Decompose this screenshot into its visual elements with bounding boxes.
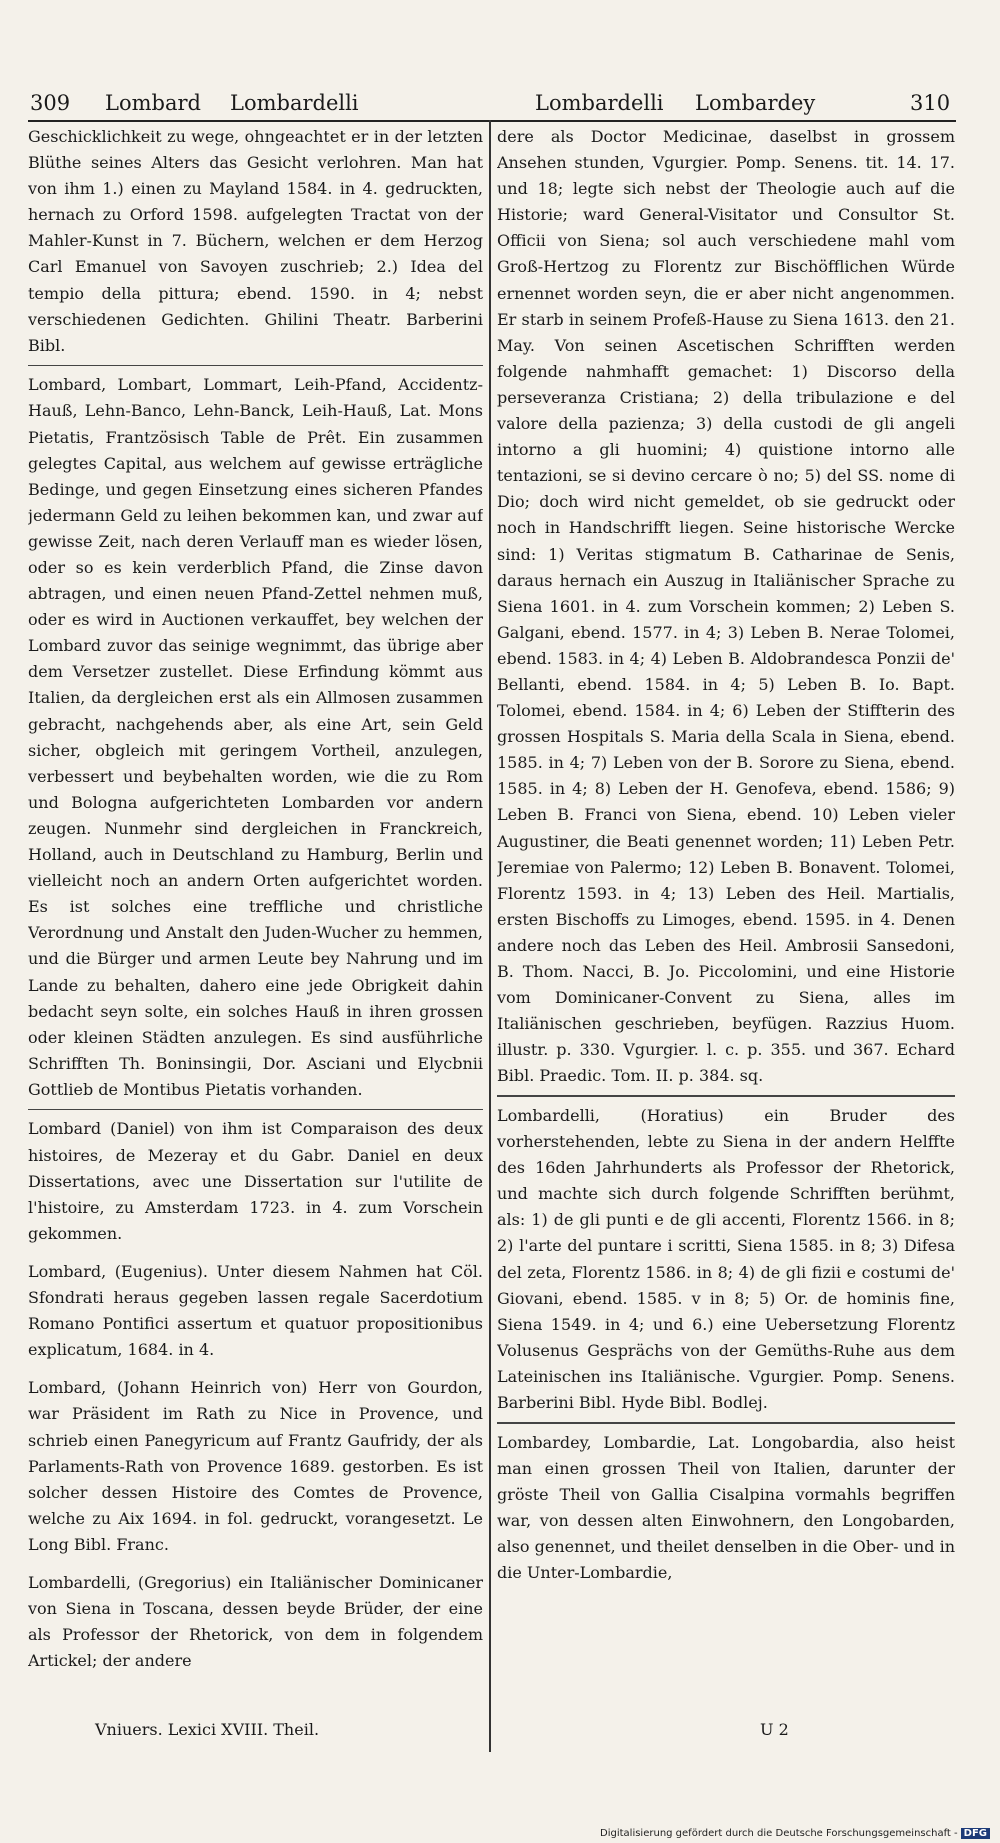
digitization-text: Digitalisierung gefördert durch die Deutsche Forschungsgemeinschaft - [600,1828,958,1839]
entry-lombardelli-horatius: Lombardelli, (Horatius) ein Bruder des vorherstehenden, lebte zu Siena in der andern Helffte des 16den Jahrhunderts als Professor der Rhetorick, und machte sich durch folgende Schrifften berühmt, als: 1) de gli punti e de gli accenti, Florentz 1566. in 8; 2) l'arte del puntare i scritti, Siena 1585. in 8; 3) Difesa del zeta, Florentz 1586. in 8; 4) de gli fizii e costumi de' Giovani, ebend. 1585. v in 8; 5) Or. de hominis fine, Siena 1549. in 4; und 6.) eine Uebersetzung Florentz Volusenus Gesprächs von der Gemüths-Ruhe aus dem Lateinischen ins Italiänische. Vgurgier. Pomp. Senens. Barberini Bibl. Hyde Bibl. Bodlej. [497,1105,955,1412]
entry-separator [28,365,483,367]
column-divider [489,120,491,1752]
header-keyword-right-2: Lombardey [695,91,816,115]
page-number-left: 309 [30,91,71,115]
signature-left: Vniuers. Lexici XVIII. Theil. [95,1720,320,1739]
entry-separator [497,1095,955,1097]
header-keyword-left-1: Lombard [105,91,201,115]
entry-lombard-daniel: Lombard (Daniel) von ihm ist Comparaison des deux histoires, de Mezeray et du Gabr. Daniel en deux Dissertations, avec une Dissertation sur l'utilite de l'histoire, zu Amsterdam 1723. in 4. zum Vorschein gekommen. [28,1119,483,1243]
running-header [30,86,955,120]
entry-lombard-johann-heinrich: Lombard, (Johann Heinrich von) Herr von Gourdon, war Präsident im Rath zu Nice in Provence, und schrieb einen Panegyricum auf Frantz Gaufridy, der als Parlaments-Rath von Provence 1689. gestorben. Es ist solcher dessen Histoire des Comtes de Provence, welche zu Aix 1694. in fol. gedruckt, vorangesetzt. Le Long Bibl. Franc. [28,1378,483,1554]
right-column [497,124,955,1754]
dfg-logo: DFG [961,1828,990,1839]
entry-separator [497,1422,955,1424]
header-rule [28,120,956,122]
entry-lombard-eugenius: Lombard, (Eugenius). Unter diesem Nahmen hat Cöl. Sfondrati heraus gegeben lassen regale Sacerdotium Romano Pontifici assertum et quatuor propositionibus explicatum, 1684. in 4. [28,1261,483,1360]
entry-lombardelli-gregorius: Lombardelli, (Gregorius) ein Italiänischer Dominicaner von Siena in Toscana, dessen beyde Brüder, der eine als Professor der Rhetorick, von dem in folgendem Artickel; der andere [28,1572,483,1671]
page-number-right: 310 [910,91,951,115]
entry-lombardelli-continuation: Geschicklichkeit zu wege, ohngeachtet er in der letzten Blüthe seines Alters das Gesicht verlohren. Man hat von ihm 1.) einen zu Mayland 1584. in 4. gedruckten, hernach zu Orford 1598. aufgelegten Tractat von der Mahler-Kunst in 7. Büchern, welchen er dem Herzog Carl Emanuel von Savoyen zuschrieb; 2.) Idea del tempio della pittura; ebend. 1590. in 4; nebst verschiedenen Gedichten. Ghilini Theatr. Barberini Bibl. [28,127,483,355]
signature-right: U 2 [760,1720,789,1739]
entry-separator [28,1109,483,1111]
entry-lombardey: Lombardey, Lombardie, Lat. Longobardia, also heist man einen grossen Theil von Italien, darunter der gröste Theil von Gallia Cisalpina vormahls begriffen war, von dessen alten Einwohnern, den Longobarden, also genennet, und theilet denselben in die Ober- und in die Unter-Lombardie, [497,1432,955,1583]
entry-gregorius-continuation: dere als Doctor Medicinae, daselbst in grossem Ansehen stunden, Vgurgier. Pomp. Senens. tit. 14. 17. und 18; legte sich nebst der Theologie auch auf die Historie; ward General-Visitator und Consultor St. Officii von Siena; sol auch verschiedene mahl vom Groß-Hertzog zu Florentz zur Bischöfflichen Würde ernennet worden seyn, die er aber nicht angenommen. Er starb in seinem Profeß-Hause zu Siena 1613. den 21. May. Von seinen Ascetischen Schrifften werden folgende nahmhafft gemachet: 1) Discorso della perseveranza Cristiana; 2) della tribulazione e del valore della pazienza; 3) della custodi de gli angeli intorno a gli huomini; 4) quistione intorno alle tentazioni, se si devino cercare ò no; 5) del SS. nome di Dio; doch wird nicht gemeldet, ob sie gedruckt oder noch in Handschrifft liegen. Seine historische Wercke sind: 1) Veritas stigmatum B. Catharinae de Senis, daraus hernach ein Auszug in Italiänischer Sprache zu Siena 1601. in 4. zum Vorschein kommen; 2) Leben S. Galgani, ebend. 1577. in 4; 3) Leben B. Nerae Tolomei, ebend. 1583. in 4; 4) Leben B. Aldobrandesca Ponzii de' Bellanti, ebend. 1584. in 4; 5) Leben B. Io. Bapt. Tolomei, ebend. 1584. in 4; 6) Leben der Stiffterin des grossen Hospitals S. Maria della Scala in Siena, ebend. 1585. in 4; 7) Leben von der B. Sorore zu Siena, ebend. 1585. in 4; 8) Leben der H. Genofeva, ebend. 1586; 9) Leben B. Franci von Siena, ebend. 10) Leben vieler Augustiner, die Beati genennet worden; 11) Leben Petr. Jeremiae von Palermo; 12) Leben B. Bonavent. Tolomei, Florentz 1593. in 4; 13) Leben des Heil. Martialis, ersten Bischoffs zu Limoges, ebend. 1595. in 4. Denen andere noch das Leben des Heil. Ambrosii Sansedoni, B. Thom. Nacci, B. Jo. Piccolomini, und eine Historie vom Dominicaner-Convent zu Siena, alles im Italiänischen geschrieben, beyfügen. Razzius Huom. illustr. p. 330. Vgurgier. l. c. p. 355. und 367. Echard Bibl. Praedic. Tom. II. p. 384. sq. [497,127,955,1086]
header-keyword-left-2: Lombardelli [230,91,359,115]
header-keyword-right-1: Lombardelli [535,91,664,115]
digitization-note [600,1828,990,1839]
entry-lombard-pfandhaus: Lombard, Lombart, Lommart, Leih-Pfand, Accidentz-Hauß, Lehn-Banco, Lehn-Banck, Leih-Hauß, Lat. Mons Pietatis, Frantzösisch Table de Prêt. Ein zusammen gelegtes Capital, aus welchem auf gewisse erträgliche Bedinge, und gegen Einsetzung eines sicheren Pfandes jedermann Geld zu leihen bekommen kan, und zwar auf gewisse Zeit, nach deren Verlauff man es wieder lösen, oder so es kein verderblich Pfand, die Zinse davon abtragen, und einen neuen Pfand-Zettel nehmen muß, oder es wird in Auctionen verkauffet, bey welchen der Lombard zuvor das seinige wegnimmt, das übrige aber dem Versetzer zustellet. Diese Erfindung kömmt aus Italien, da dergleichen erst als ein Allmosen zusammen gebracht, nachgehends aber, als eine Art, sein Geld sicher, obgleich mit geringem Vortheil, anzulegen, verbessert und beybehalten worden, wie die zu Rom und Bologna aufgerichteten Lombarden vor andern zeugen. Nunmehr sind dergleichen in Franckreich, Holland, auch in Deutschland zu Hamburg, Berlin und vielleicht noch an andern Orten aufgerichtet worden. Es ist solches eine treffliche und christliche Verordnung und Anstalt den Juden-Wucher zu hemmen, und die Bürger und armen Leute bey Nahrung und im Lande zu behalten, dahero eine jede Obrigkeit dahin bedacht seyn solte, ein solches Hauß in ihren grossen oder kleinen Städten anzulegen. Es sind ausführliche Schrifften Th. Boninsingii, Dor. Asciani und Elycbnii Gottlieb de Montibus Pietatis vorhanden. [28,375,483,1099]
left-column [28,124,483,1754]
